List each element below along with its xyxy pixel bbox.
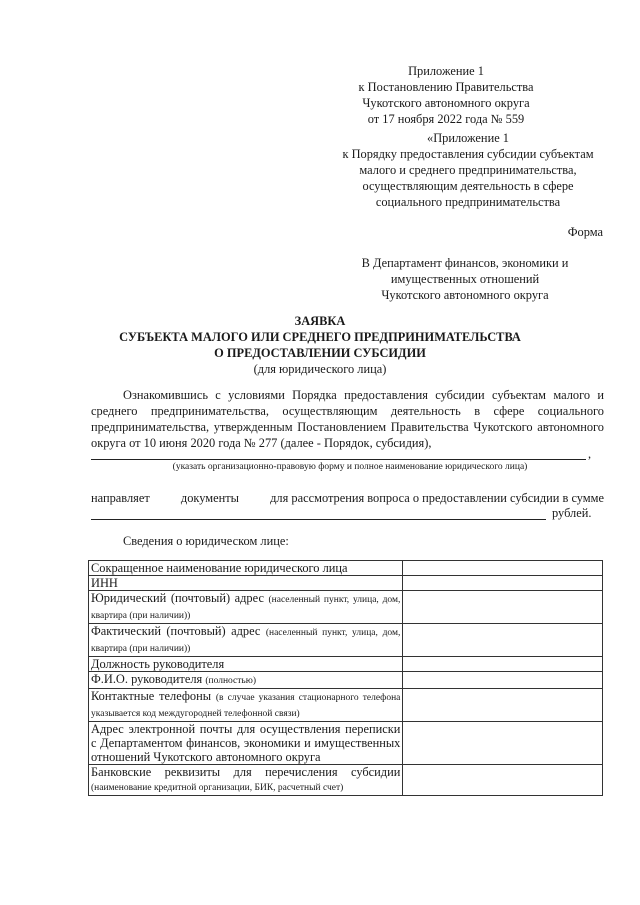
title-line: ЗАЯВКА <box>294 314 346 328</box>
table-value-cell[interactable] <box>403 576 603 591</box>
table-label-cell <box>89 689 403 722</box>
appendix-2-line: малого и среднего предпринимательства, <box>359 163 577 177</box>
intro-paragraph: Ознакомившись с условиями Порядка предоставления субсидии субъектам малого и среднего предпринимательства, осуществляющим деятельность в сфере социального предпринимательства, утвержденным Постановлением Правительства Чукотского автономного округа от 10 июня 2020 года № 277 (далее - Порядок, субсидия), <box>91 388 604 450</box>
addressee-line: Чукотского автономного округа <box>381 288 549 302</box>
rubles-label: рублей. <box>552 506 592 520</box>
appendix-2-line: социального предпринимательства <box>375 195 561 209</box>
table-value-cell[interactable] <box>403 689 603 722</box>
addressee-line: имущественных отношений <box>390 272 540 286</box>
appendix-2-header <box>333 130 603 210</box>
row-note: (полностью) <box>205 676 256 686</box>
subsidy-amount-line <box>91 519 546 520</box>
table-row <box>89 561 603 576</box>
appendix-1-line: Приложение 1 <box>408 64 484 78</box>
table-value-cell[interactable] <box>403 561 603 576</box>
send-documents-line <box>91 490 604 506</box>
row-note: (в случае указания стационарного телефона указывается код междугородней телефонной связи) <box>91 693 401 719</box>
table-value-cell[interactable] <box>403 624 603 657</box>
appendix-1-header <box>336 63 556 127</box>
row-label: ИНН <box>91 576 118 590</box>
appendix-1-line: к Постановлению Правительства <box>358 80 534 94</box>
row-note: (населенный пункт, улица, дом, квартира (при наличии)) <box>91 595 401 621</box>
form-label: Форма <box>567 225 603 239</box>
row-label: Юридический (почтовый) адрес <box>91 591 264 605</box>
row-label: Должность руководителя <box>91 657 225 671</box>
table-value-cell[interactable] <box>403 765 603 796</box>
row-label: Банковские реквизиты для перечисления субсидии <box>91 765 401 779</box>
row-note: (наименование кредитной организации, БИК, расчетный счет) <box>91 783 344 793</box>
title-line: О ПРЕДОСТАВЛЕНИИ СУБСИДИИ <box>214 346 426 360</box>
table-value-cell[interactable] <box>403 672 603 689</box>
row-label: Фактический (почтовый) адрес <box>91 624 261 638</box>
table-row <box>89 624 603 657</box>
table-label-cell <box>89 672 403 689</box>
appendix-2-line: «Приложение 1 <box>427 131 509 145</box>
legal-info-table <box>88 560 603 796</box>
table-value-cell[interactable] <box>403 657 603 672</box>
table-value-cell[interactable] <box>403 722 603 765</box>
table-label-cell <box>89 765 403 796</box>
table-label-cell <box>89 591 403 624</box>
appendix-1-line: от 17 ноября 2022 года № 559 <box>367 112 525 126</box>
table-row <box>89 672 603 689</box>
table-label-cell <box>89 561 403 576</box>
send-word: направляет <box>91 491 150 505</box>
appendix-2-line: к Порядку предоставления субсидии субъектам <box>342 147 594 161</box>
row-label: Ф.И.О. руководителя <box>91 672 203 686</box>
addressee-line: В Департамент финансов, экономики и <box>361 256 569 270</box>
table-row <box>89 576 603 591</box>
table-row <box>89 722 603 765</box>
table-row <box>89 657 603 672</box>
organization-name-hint: (указать организационно-правовую форму и полное наименование юридического лица) <box>172 462 528 472</box>
title-line: СУБЪЕКТА МАЛОГО ИЛИ СРЕДНЕГО ПРЕДПРИНИМАТЕЛЬСТВА <box>119 330 521 344</box>
table-row <box>89 591 603 624</box>
name-line-comma: , <box>588 447 592 461</box>
row-label: Сокращенное наименование юридического лица <box>91 561 348 575</box>
legal-info-heading: Сведения о юридическом лице: <box>123 534 289 548</box>
document-title <box>0 313 640 377</box>
table-label-cell <box>89 722 403 765</box>
table-value-cell[interactable] <box>403 591 603 624</box>
row-note: (населенный пункт, улица, дом, квартира (при наличии)) <box>91 628 401 654</box>
appendix-2-line: осуществляющим деятельность в сфере <box>362 179 574 193</box>
table-label-cell <box>89 576 403 591</box>
send-word: документы <box>180 491 239 505</box>
row-label: Адрес электронной почты для осуществления переписки с Департаментом финансов, экономики и имущественных отношений Чукотского автономного округа <box>91 722 401 764</box>
row-label: Контактные телефоны <box>91 689 212 703</box>
appendix-1-line: Чукотского автономного округа <box>362 96 530 110</box>
table-label-cell <box>89 624 403 657</box>
organization-name-line <box>91 459 586 460</box>
table-row <box>89 765 603 796</box>
table-label-cell <box>89 657 403 672</box>
title-subtitle: (для юридического лица) <box>253 362 387 376</box>
send-word: для рассмотрения вопроса о предоставлении субсидии в сумме <box>270 491 604 505</box>
table-row <box>89 689 603 722</box>
addressee-block <box>335 255 595 303</box>
